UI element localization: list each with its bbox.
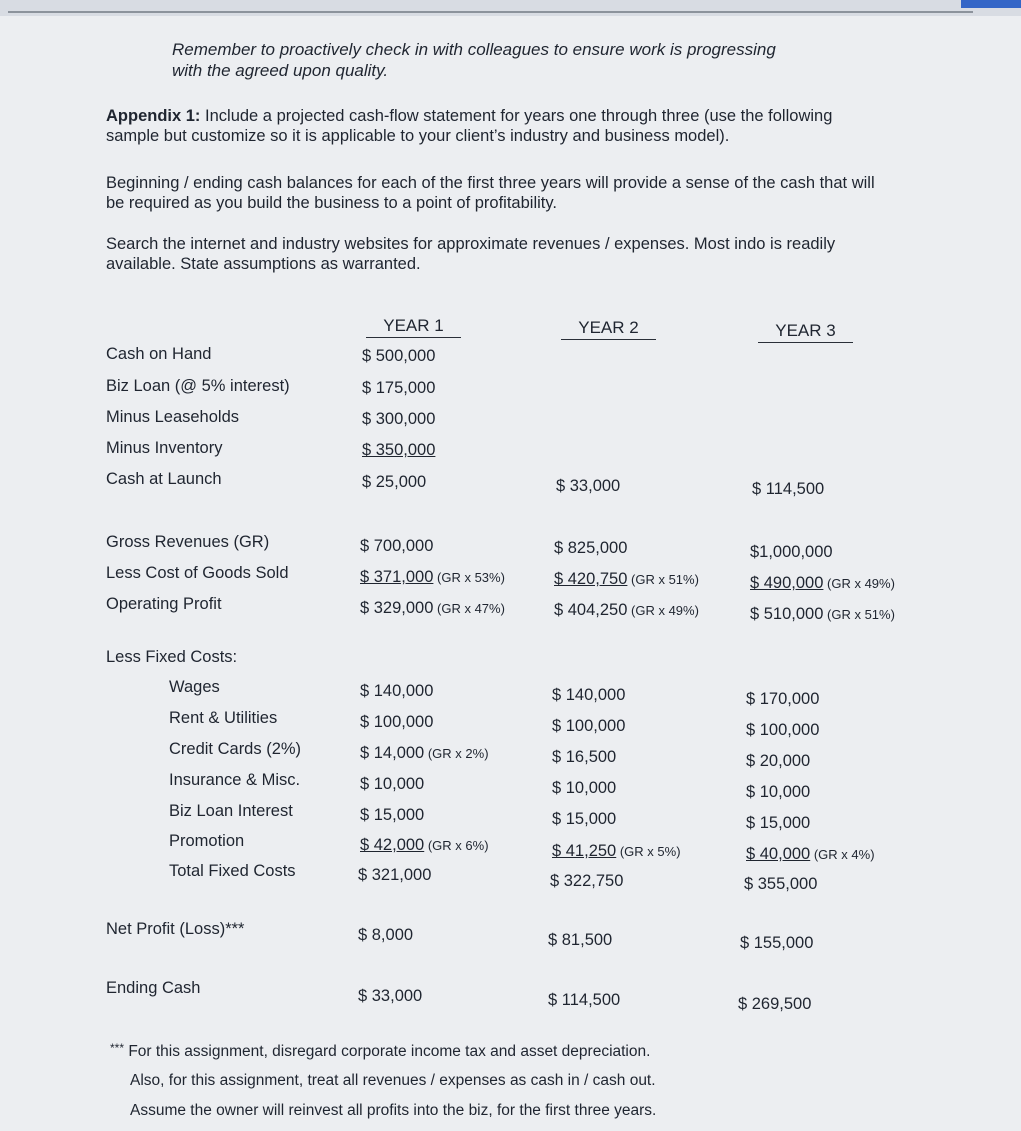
- y3-credit-cards: $ 20,000: [746, 752, 811, 770]
- y1-gross-revenues: $ 700,000: [360, 537, 434, 555]
- y3-net-profit: $ 155,000: [740, 934, 814, 952]
- appendix-line-2: sample but customize so it is applicable to your client’s industry and business model).: [106, 127, 730, 145]
- y2-cash-at-launch: $ 33,000: [556, 477, 621, 495]
- y1-biz-loan: $ 175,000: [362, 379, 436, 397]
- y1-operating-profit: $ 329,000 (GR x 47%): [360, 599, 505, 617]
- y1-inventory: $ 350,000: [362, 441, 436, 459]
- year-3-header: YEAR 3: [758, 321, 853, 343]
- label-biz-loan: Biz Loan (@ 5% interest): [106, 377, 290, 395]
- y2-credit-cards: $ 16,500: [552, 748, 617, 766]
- label-inventory: Minus Inventory: [106, 439, 223, 457]
- label-promotion: Promotion: [169, 832, 245, 850]
- y2-ending-cash: $ 114,500: [548, 991, 621, 1009]
- label-operating-profit: Operating Profit: [106, 595, 222, 613]
- label-credit-cards: Credit Cards (2%): [169, 740, 302, 758]
- y1-leaseholds: $ 300,000: [362, 410, 436, 428]
- y3-loan-interest: $ 15,000: [746, 814, 811, 832]
- y1-ending-cash: $ 33,000: [358, 987, 423, 1005]
- y2-wages: $ 140,000: [552, 686, 626, 704]
- y1-cash-on-hand: $ 500,000: [362, 347, 436, 365]
- year-1-header: YEAR 1: [366, 316, 461, 338]
- top-rule: [8, 11, 973, 13]
- y2-total-fixed-costs: $ 322,750: [550, 872, 624, 890]
- y2-operating-profit: $ 404,250 (GR x 49%): [554, 601, 699, 619]
- y3-operating-profit: $ 510,000 (GR x 51%): [750, 605, 895, 623]
- y2-loan-interest: $ 15,000: [552, 810, 617, 828]
- label-total-fixed-costs: Total Fixed Costs: [169, 862, 296, 880]
- search-line-2: available. State assumptions as warranted.: [106, 255, 421, 273]
- appendix-heading: Appendix 1:: [106, 107, 201, 125]
- y3-promotion: $ 40,000 (GR x 4%): [746, 845, 875, 863]
- y1-cash-at-launch: $ 25,000: [362, 473, 427, 491]
- label-rent-utilities: Rent & Utilities: [169, 709, 278, 727]
- intro-line-1: Remember to proactively check in with colleagues to ensure work is progressing: [172, 40, 776, 59]
- footnote-line-1: *** For this assignment, disregard corporate income tax and asset depreciation.: [110, 1041, 651, 1060]
- search-line-1: Search the internet and industry websites for approximate revenues / expenses. Most indo is readily: [106, 235, 836, 253]
- y2-insurance: $ 10,000: [552, 779, 617, 797]
- footnote-stars: ***: [110, 1041, 125, 1055]
- label-leaseholds: Minus Leaseholds: [106, 408, 239, 426]
- y3-total-fixed-costs: $ 355,000: [744, 875, 818, 893]
- label-loan-interest: Biz Loan Interest: [169, 802, 293, 820]
- y3-insurance: $ 10,000: [746, 783, 811, 801]
- y1-loan-interest: $ 15,000: [360, 806, 425, 824]
- beginning-line-2: be required as you build the business to a point of profitability.: [106, 194, 557, 212]
- appendix-text-1: Include a projected cash-flow statement for years one through three (use the following: [200, 107, 833, 125]
- y2-promotion: $ 41,250 (GR x 5%): [552, 842, 681, 860]
- intro-line-2: with the agreed upon quality.: [172, 61, 389, 80]
- label-wages: Wages: [169, 678, 220, 696]
- label-cogs: Less Cost of Goods Sold: [106, 564, 289, 582]
- label-cash-at-launch: Cash at Launch: [106, 470, 222, 488]
- label-net-profit: Net Profit (Loss)***: [106, 920, 245, 938]
- beginning-line-1: Beginning / ending cash balances for each of the first three years will provide a sense of the cash that will: [106, 174, 875, 192]
- accent-strip: [961, 0, 1021, 8]
- document-page: [0, 16, 1021, 1131]
- label-fixed-costs: Less Fixed Costs:: [106, 648, 238, 666]
- appendix-line-1: [106, 106, 832, 126]
- y3-wages: $ 170,000: [746, 690, 820, 708]
- y3-cash-at-launch: $ 114,500: [752, 480, 825, 498]
- y2-rent: $ 100,000: [552, 717, 626, 735]
- year-2-header: YEAR 2: [561, 318, 656, 340]
- y1-promotion: $ 42,000 (GR x 6%): [360, 836, 489, 854]
- label-cash-on-hand: Cash on Hand: [106, 345, 212, 363]
- footnote-line-2: Also, for this assignment, treat all revenues / expenses as cash in / cash out.: [130, 1072, 656, 1089]
- y1-credit-cards: $ 14,000 (GR x 2%): [360, 744, 489, 762]
- y2-gross-revenues: $ 825,000: [554, 539, 628, 557]
- y1-cogs: $ 371,000 (GR x 53%): [360, 568, 505, 586]
- y3-gross-revenues: $1,000,000: [750, 543, 833, 561]
- label-gross-revenues: Gross Revenues (GR): [106, 533, 270, 551]
- y1-insurance: $ 10,000: [360, 775, 425, 793]
- window-top-bar: [0, 0, 1021, 16]
- footnote-line-3: Assume the owner will reinvest all profits into the biz, for the first three years.: [130, 1102, 657, 1119]
- y2-net-profit: $ 81,500: [548, 931, 613, 949]
- label-insurance: Insurance & Misc.: [169, 771, 301, 789]
- y3-rent: $ 100,000: [746, 721, 820, 739]
- y1-net-profit: $ 8,000: [358, 926, 414, 944]
- y3-cogs: $ 490,000 (GR x 49%): [750, 574, 895, 592]
- label-ending-cash: Ending Cash: [106, 979, 201, 997]
- y1-wages: $ 140,000: [360, 682, 434, 700]
- y1-total-fixed-costs: $ 321,000: [358, 866, 432, 884]
- y1-rent: $ 100,000: [360, 713, 434, 731]
- y2-cogs: $ 420,750 (GR x 51%): [554, 570, 699, 588]
- y3-ending-cash: $ 269,500: [738, 995, 812, 1013]
